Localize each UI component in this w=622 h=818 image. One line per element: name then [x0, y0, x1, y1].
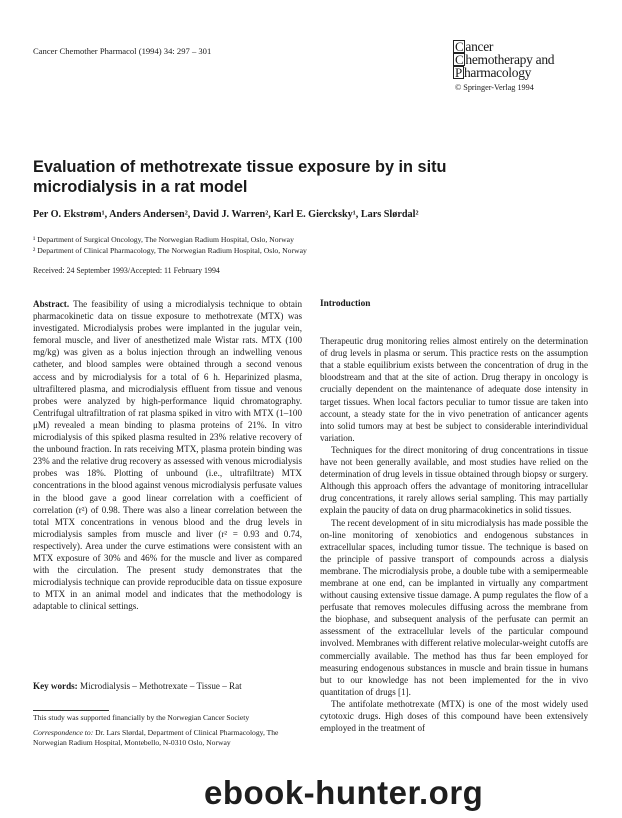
affiliations — [33, 234, 307, 256]
affiliation-1: ¹ Department of Surgical Oncology, The Norwegian Radium Hospital, Oslo, Norway — [33, 235, 294, 244]
logo-line-2: C hemotherapy and — [455, 52, 555, 67]
abstract-text: The feasibility of using a microdialysis technique to obtain pharmacokinetic data on tissue exposure to methotrexate (MTX) was investigated. Microdialysis probes were implanted in the jugular vein, femoral muscle, and liver of anesthetized male Wistar rats. MTX (100 mg/kg) was given as a bolus injection through an indwelling venous catheter, and blood samples were obtained through a second venous access and by microdialysis for a total of 6 h. Heparinized plasma, ultrafiltered plasma, and microdialysis effluent from tissue and venous probes were analyzed by high-performance liquid chromatography. Centrifugal ultrafiltration of rat plasma spiked in vitro with MTX (1–100 μM) revealed a mean binding to plasma proteins of 21%. In vitro microdialysis of this spiked plasma resulted in 23% relative recovery of the unbound fraction. In rats receiving MTX, plasma protein binding was 23% and the relative drug recovery as assessed with venous microdialysis probes was 18%. Plotting of unbound (i.e., ultrafiltrate) MTX concentrations in the blood against venous microdialysis perfusate values in the blood gave a good linear correlation with a coefficient of correlation (r²) of 0.98. There was also a linear correlation between the total MTX concentrations in venous blood and the drug levels in microdialysis samples from muscle and liver (r² = 0.93 and 0.74, respectively). Area under the curve estimations were consistent with an MTX exposure of 30% and 46% for the muscle and liver as compared with the circulation. The present study demonstrates that the microdialysis technique can provide reproducible data on tissue exposure to MTX in an animal model and indicates that the methodology is adaptable to clinical settings. — [33, 299, 302, 612]
introduction-heading: Introduction — [320, 299, 371, 309]
article-title: Evaluation of methotrexate tissue exposure by in situ microdialysis in a rat model — [33, 158, 447, 196]
correspondence-text: Dr. Lars Slørdal, Department of Clinical Pharmacology, The Norwegian Radium Hospital, Montebello, N-0310 Oslo, Norway — [33, 728, 279, 747]
logo-line-3: P harmacology — [455, 65, 532, 80]
correspondence-label: Correspondence to: — [33, 728, 94, 737]
funding-note: This study was supported financially by the Norwegian Cancer Society — [33, 713, 250, 722]
intro-paragraph-1: Therapeutic drug monitoring relies almost entirely on the determination of drug levels in plasma or serum. This practice rests on the assumption that a stable equilibrium exists between the concentration of drug in the bloodstream and that at the site of action. Drug therapy in oncology is crucially dependent on the maintenance of adequate dose intensity in target tissues. When local factors peculiar to tumor tissue are taken into account, a steady state for the in vivo penetration of anticancer agents into solid tumors may at best be subject to considerable interindividual variation. — [320, 336, 588, 443]
copyright: © Springer-Verlag 1994 — [455, 83, 534, 92]
keywords-text: Microdialysis – Methotrexate – Tissue – Rat — [80, 681, 242, 691]
footnote-divider — [33, 710, 109, 711]
intro-paragraph-4: The antifolate methotrexate (MTX) is one of the most widely used cytotoxic drugs. High doses of this compound have been extensively employed in the treatment of — [320, 698, 588, 734]
intro-paragraph-3: The recent development of in situ microdialysis has made possible the on-line monitoring of xenobiotics and endogenous substances in extracellular spaces, including tumor tissue. The technique is based on the principle of passive transport of compounds across a dialysis membrane. The microdialysis probe, a double tube with a semipermeable membrane at one end, can be implanted in virtually any compartment without causing extensive tissue damage. A pump regulates the flow of a perfusate that removes molecules diffusing across the membrane from the biophase, and subsequent analysis of the perfusate can permit an assessment of the extracellular levels of the particular compound involved. Membranes with different relative molecular-weight cutoffs are commercially available. The method has thus far been employed for measuring endogenous substances in muscle and brain tissue in humans but to our knowledge has not been implemented for the in vivo quantitation of drugs [1]. — [320, 517, 588, 697]
received-date: Received: 24 September 1993/Accepted: 11 February 1994 — [33, 266, 220, 275]
abstract-label: Abstract. — [33, 299, 70, 309]
affiliation-2: ² Department of Clinical Pharmacology, The Norwegian Radium Hospital, Oslo, Norway — [33, 246, 307, 255]
author-list: Per O. Ekstrøm¹, Anders Andersen², David J. Warren², Karl E. Giercksky¹, Lars Slørdal² — [33, 209, 419, 220]
correspondence-note — [33, 728, 302, 748]
watermark: ebook-hunter.org — [204, 774, 483, 812]
journal-logo — [453, 40, 603, 92]
intro-paragraph-2: Techniques for the direct monitoring of drug concentrations in tissue have not been generally available, and most studies have relied on the determination of drug levels in tissue obtained through biopsy or surgery. Although this approach offers the advantage of monitoring intracellular drug concentrations, it rarely allows serial sampling. This may partially explain the paucity of data on drug pharmacokinetics in solid tissues. — [320, 444, 588, 516]
introduction-section — [320, 298, 588, 734]
keywords-label: Key words: — [33, 681, 78, 691]
abstract — [33, 298, 302, 612]
keywords — [33, 681, 302, 691]
logo-line-1: C ancer — [455, 39, 494, 54]
journal-reference: Cancer Chemother Pharmacol (1994) 34: 297 – 301 — [33, 46, 212, 56]
